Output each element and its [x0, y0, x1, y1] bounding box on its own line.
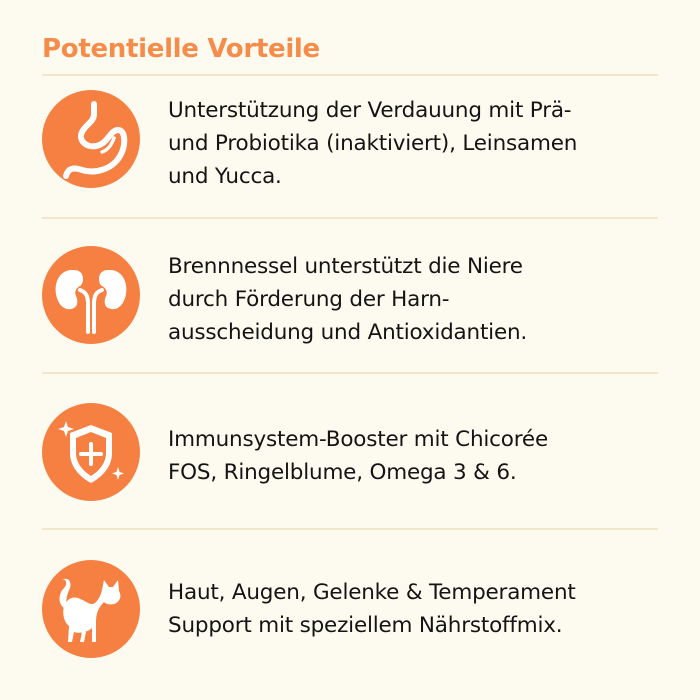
benefit-text: Immunsystem-Booster mit Chicorée FOS, Ringelblume, Omega 3 & 6.	[168, 427, 548, 485]
divider	[42, 74, 658, 76]
cat-icon	[42, 560, 140, 658]
kidney-icon	[42, 246, 140, 344]
stomach-icon	[42, 90, 140, 188]
shield-plus-icon	[42, 403, 140, 501]
divider	[42, 217, 658, 219]
benefit-text: Haut, Augen, Gelenke & Temperament Support mit speziellem Nährstoffmix.	[168, 580, 576, 638]
benefit-text: Unterstützung der Verdauung mit Prä- und Probiotika (inaktiviert), Leinsamen und Yucca.	[168, 98, 578, 189]
divider	[42, 528, 658, 530]
benefit-text: Brennnessel unterstützt die Niere durch Förderung der Harn- ausscheidung und Antioxidantien.	[168, 254, 528, 345]
divider	[42, 372, 658, 374]
section-title: Potentielle Vorteile	[42, 34, 320, 64]
